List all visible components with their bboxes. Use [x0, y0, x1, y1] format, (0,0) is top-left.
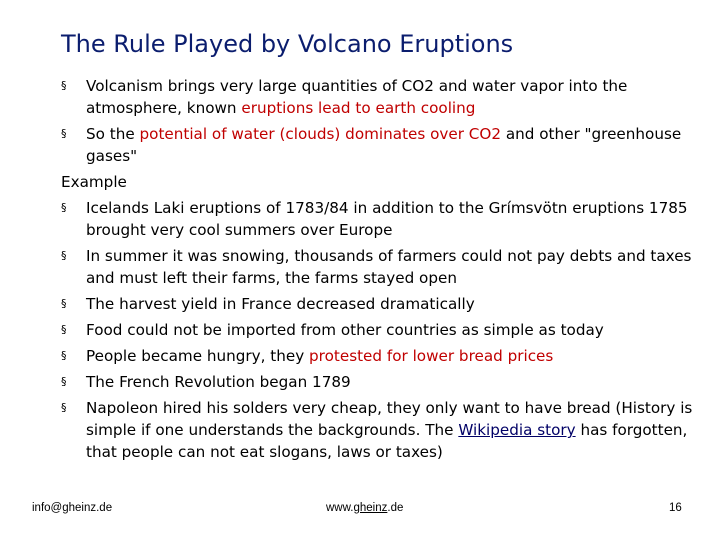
bullet-icon: §	[61, 79, 67, 92]
bullet-icon: §	[61, 127, 67, 140]
bullet-text: In summer it was snowing, thousands of farmers could not pay debts and taxes and must left their farms, the farms stayed open	[86, 247, 692, 287]
bullet-item	[61, 397, 701, 463]
page-number: 16	[669, 502, 682, 514]
footer-web-prefix: www.	[326, 502, 354, 514]
bullet-item	[61, 319, 701, 341]
bullet-item	[61, 371, 701, 393]
bullet-icon: §	[61, 201, 67, 214]
bullet-item	[61, 245, 701, 289]
bullet-text: has forgotten, that people can not eat slogans, laws or taxes)	[86, 421, 688, 461]
bullet-text: The harvest yield in France decreased dramatically	[86, 295, 475, 313]
bullet-item	[61, 75, 701, 119]
footer-email: info@gheinz.de	[32, 502, 113, 514]
wikipedia-story-link[interactable]: Wikipedia story	[458, 421, 576, 439]
bullet-text: People became hungry, they	[86, 347, 310, 365]
bullet-icon: §	[61, 297, 67, 310]
bullet-item	[61, 293, 701, 315]
bullet-icon: §	[61, 401, 67, 414]
highlight-text: eruptions lead to earth cooling	[241, 99, 476, 117]
bullet-item	[61, 123, 701, 167]
slide-title: The Rule Played by Volcano Eruptions	[61, 30, 514, 58]
footer-web-suffix: .de	[387, 502, 404, 514]
highlight-text: potential of water (clouds) dominates over CO2	[139, 125, 502, 143]
bullet-text: Icelands Laki eruptions of 1783/84 in addition to the Grímsvötn eruptions 1785 brought very cool summers over Europe	[86, 199, 688, 239]
highlight-text: protested for lower bread prices	[309, 347, 554, 365]
footer-web-link[interactable]: gheinz	[353, 502, 388, 514]
bullet-item	[61, 197, 701, 241]
bullet-icon: §	[61, 375, 67, 388]
bullet-text: The French Revolution began 1789	[86, 373, 351, 391]
bullet-icon: §	[61, 249, 67, 262]
bullet-text: Food could not be imported from other countries as simple as today	[86, 321, 604, 339]
bullet-text: and other "greenhouse gases"	[86, 125, 682, 165]
bullet-text: So the	[86, 125, 140, 143]
bullet-item	[61, 345, 701, 367]
slide-body	[61, 75, 701, 467]
bullet-icon: §	[61, 323, 67, 336]
bullet-text: Volcanism brings very large quantities of CO2 and water vapor into the atmosphere, known	[86, 77, 628, 117]
example-label: Example	[61, 173, 127, 191]
bullet-icon: §	[61, 349, 67, 362]
bullet-text: Napoleon hired his solders very cheap, they only want to have bread (History is simple if one understands the backgrounds. The	[86, 399, 693, 439]
footer-website[interactable]	[326, 502, 403, 514]
